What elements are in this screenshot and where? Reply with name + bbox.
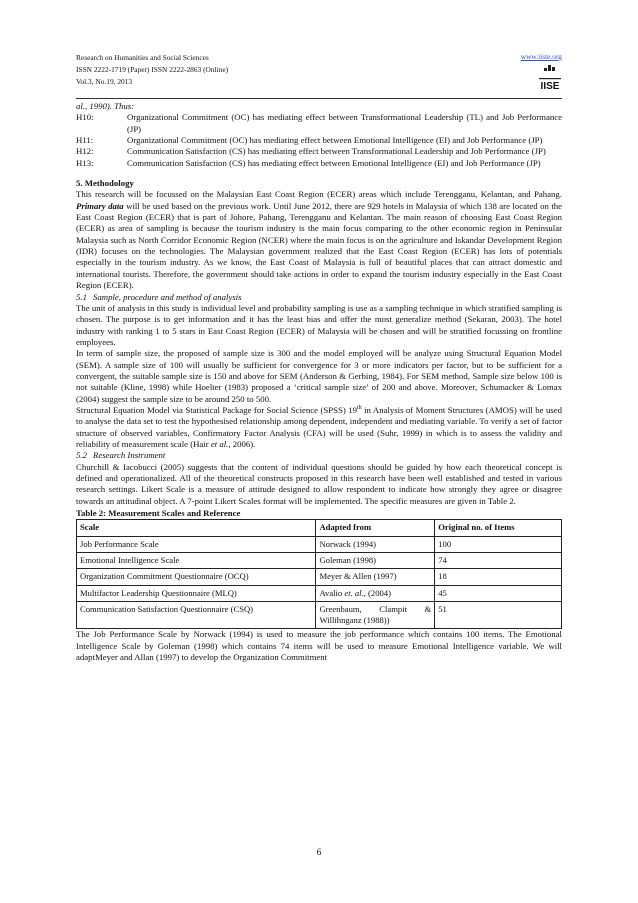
table-cell-scale: Organization Commitment Questionnaire (OCQ) — [77, 569, 316, 585]
subsection-number: 5.2 — [76, 450, 87, 461]
table-cell-scale: Emotional Intelligence Scale — [77, 552, 316, 568]
subsection-title: Research Instrument — [93, 450, 166, 461]
table-cell-items: 100 — [435, 536, 562, 552]
table-row — [77, 585, 562, 601]
table-cell-source: Meyer & Allen (1997) — [316, 569, 435, 585]
sem-text-c: 2006). — [232, 438, 256, 449]
closing-paragraph: The Job Performance Scale by Norwack (1994) is used to measure the job performance which contains 100 items. The Emotional Intelligence Scale by Goleman (1998) which contains 74 items will be used to measure Emotional Intelligence variable. We will adaptMeyer and Allan (1997) to develop the Organization Commitment — [76, 629, 562, 663]
table-cell-source — [316, 585, 435, 601]
hypothesis-label: H11: — [76, 135, 94, 146]
hypothesis-text: Organizational Commitment (OC) has mediating effect between Emotional Intelligence (EI) and Job Performance (JP) — [127, 135, 543, 146]
table-cell-items: 18 — [435, 569, 562, 585]
page-body — [76, 101, 562, 663]
column-header: Original no. of Items — [435, 520, 562, 536]
intro-text: al., 1990). Thus: — [76, 101, 135, 111]
hypothesis-text: Communication Satisfaction (CS) has mediating effect between Transformational Leadership and Job Performance (JP) — [127, 146, 546, 157]
table-row — [77, 601, 562, 629]
sample-paragraph-2: In term of sample size, the proposed of sample size is 300 and the model employed will be analyze using Structural Equation Model (SEM). A sample size of 100 will usually be sufficient for convergence for 3 or more indicators per factor, but to be sufficient for a convergent, the suitable sample size is 150 and above for SEM (Anderson & Gerbing, 1984). For SEM method, Sample size below 100 is not suitable (Kline, 1998) while Hoelter (1983) proposed a ‘critical sample size’ of 200 and above. Moreover, Schumacker & Lomax (2004) suggest the sample size to be around 250 to 500. — [76, 348, 562, 404]
hypothesis-text: Organizational Commitment (OC) has mediating effect between Transformational Leadership (TL) and Job Performance (JP) — [127, 112, 562, 134]
hypothesis-label: H10: — [76, 112, 94, 123]
table-cell-items: 45 — [435, 585, 562, 601]
hypothesis-text: Communication Satisfaction (CS) has mediating effect between Emotional Intelligence (EI) and Job Performance (JP) — [127, 157, 541, 168]
hypothesis-h13 — [76, 158, 562, 169]
table-cell-source: Goleman (1998) — [316, 552, 435, 568]
table-cell-source: Greenbaum, Clampit & Willihnganz (1988)) — [316, 601, 435, 629]
page-number: 6 — [316, 847, 322, 857]
issn-line: ISSN 2222-1719 (Paper) ISSN 2222-2863 (Online) — [76, 65, 229, 74]
volume-line: Vol.3, No.19, 2013 — [76, 77, 133, 86]
page-header — [76, 52, 562, 96]
methodology-paragraph — [76, 189, 562, 291]
table-cell-scale: Multifactor Leadership Questionnaire (MLQ) — [77, 585, 316, 601]
column-header: Scale — [77, 520, 316, 536]
iiste-logo-icon — [538, 65, 562, 95]
methodology-text-b: will be used based on the previous work. Until June 2012, there are 929 hotels in Malaysia of which 138 are located on the East Coast Region (ECER) that is part of Johore, Pahang, Terengganu and Kelantan. The main reason of choosing East Coast Region (ECER) as area of sampling is because the tourism industry is the main focus comparing to the other economic region in Peninsular Malaysia such as North Corridor Economic Region (NCER) where the main focus is on the agriculture and Iskandar Development Region (IDR) focuses on the technologies. The Malaysian government realized that the East Coast Region (ECER) has lots of potentials especially in the tourism industry. As we know, the East Coast of Malaysia is full of beautiful places that can attract domestic and international tourists. Therefore, the government should take actions in order to expand the tourism industry especially in the East Coast Region (ECER). — [76, 200, 563, 291]
sample-paragraph-1: The unit of analysis in this study is individual level and probability sampling is use as a sampling technique in which stratified sampling is chosen. The purpose is to get information and it has the least bias and offer the most generalize method (Sekaran, 2003). The hotel industry with ranking 1 to 5 stars in East Coast Region (ECER) of Malaysia will be chosen and will be stratified focussing on frontline employees. — [76, 302, 562, 347]
superscript-th: th — [357, 405, 362, 412]
hypothesis-h12 — [76, 146, 562, 157]
hypothesis-h10 — [76, 112, 562, 135]
sem-text-b: in Analysis of Moment Structures (AMOS) will be used to analyse the data set to test the hypothesised relationship among dependent, independent and mediating variable. To verify a set of factor structure of observed variables, Confirmatory Factor Analysis (CFA) will be used (Suhr, 1999) in which is to assess the validity and reliability of measurement scale (Hair — [76, 404, 562, 449]
methodology-text-a: This research will be focussed on the Malaysian East Coast Region (ECER) areas which include Terengganu, Kelantan, and Pahang. — [76, 189, 562, 200]
intro-line — [76, 101, 562, 112]
table-cell-scale: Job Performance Scale — [77, 536, 316, 552]
table-row — [77, 569, 562, 585]
table-row — [77, 536, 562, 552]
measurement-scales-table — [76, 519, 562, 629]
primary-data-emphasis: Primary data — [76, 200, 124, 211]
section-heading-methodology: 5. Methodology — [76, 178, 134, 189]
table-caption: Table 2: Measurement Scales and Reference — [76, 508, 241, 519]
table-cell-items: 51 — [435, 601, 562, 629]
table-cell-scale: Communication Satisfaction Questionnaire (CSQ) — [77, 601, 316, 629]
sample-paragraph-3 — [76, 405, 562, 450]
subsection-heading-instrument — [76, 450, 562, 461]
hypothesis-label: H12: — [76, 146, 94, 157]
table-cell-source: Norwack (1994) — [316, 536, 435, 552]
sem-text-a: Structural Equation Model via Statistical Package for Social Science (SPSS) 19 — [76, 404, 357, 415]
hypothesis-h11 — [76, 135, 562, 146]
table-cell-items: 74 — [435, 552, 562, 568]
journal-name: Research on Humanities and Social Sciences — [76, 53, 209, 62]
source-author: Avalio — [319, 587, 343, 598]
table-header-row — [77, 520, 562, 536]
instrument-paragraph: Churchill & Iacobucci (2005) suggests that the content of individual questions should be guided by how each theoretical concept is defined and operationalized. All of the theoretical constructs proposed in this research have been well established and tested in various research settings. Likert Scale is a measure of attitude designed to allow respondent to indicate how strongly they agree or disagree towards an attitudinal object. A 7-point Likert Scales format will be implemented. The specific measures are given in Table 2. — [76, 461, 562, 506]
column-header: Adapted from — [316, 520, 435, 536]
header-divider — [76, 98, 562, 99]
source-year: (2004) — [368, 587, 391, 598]
table-row — [77, 552, 562, 568]
subsection-heading-sample — [76, 292, 562, 303]
logo-text: IISE — [540, 81, 560, 92]
subsection-number: 5.1 — [76, 291, 87, 302]
hypothesis-label: H13: — [76, 157, 94, 168]
journal-url-link[interactable]: www.iiste.org — [520, 52, 562, 61]
source-et-al: et. al., — [344, 587, 366, 598]
subsection-title: Sample, procedure and method of analysis — [93, 291, 242, 302]
et-al-italic: et al., — [210, 438, 231, 449]
